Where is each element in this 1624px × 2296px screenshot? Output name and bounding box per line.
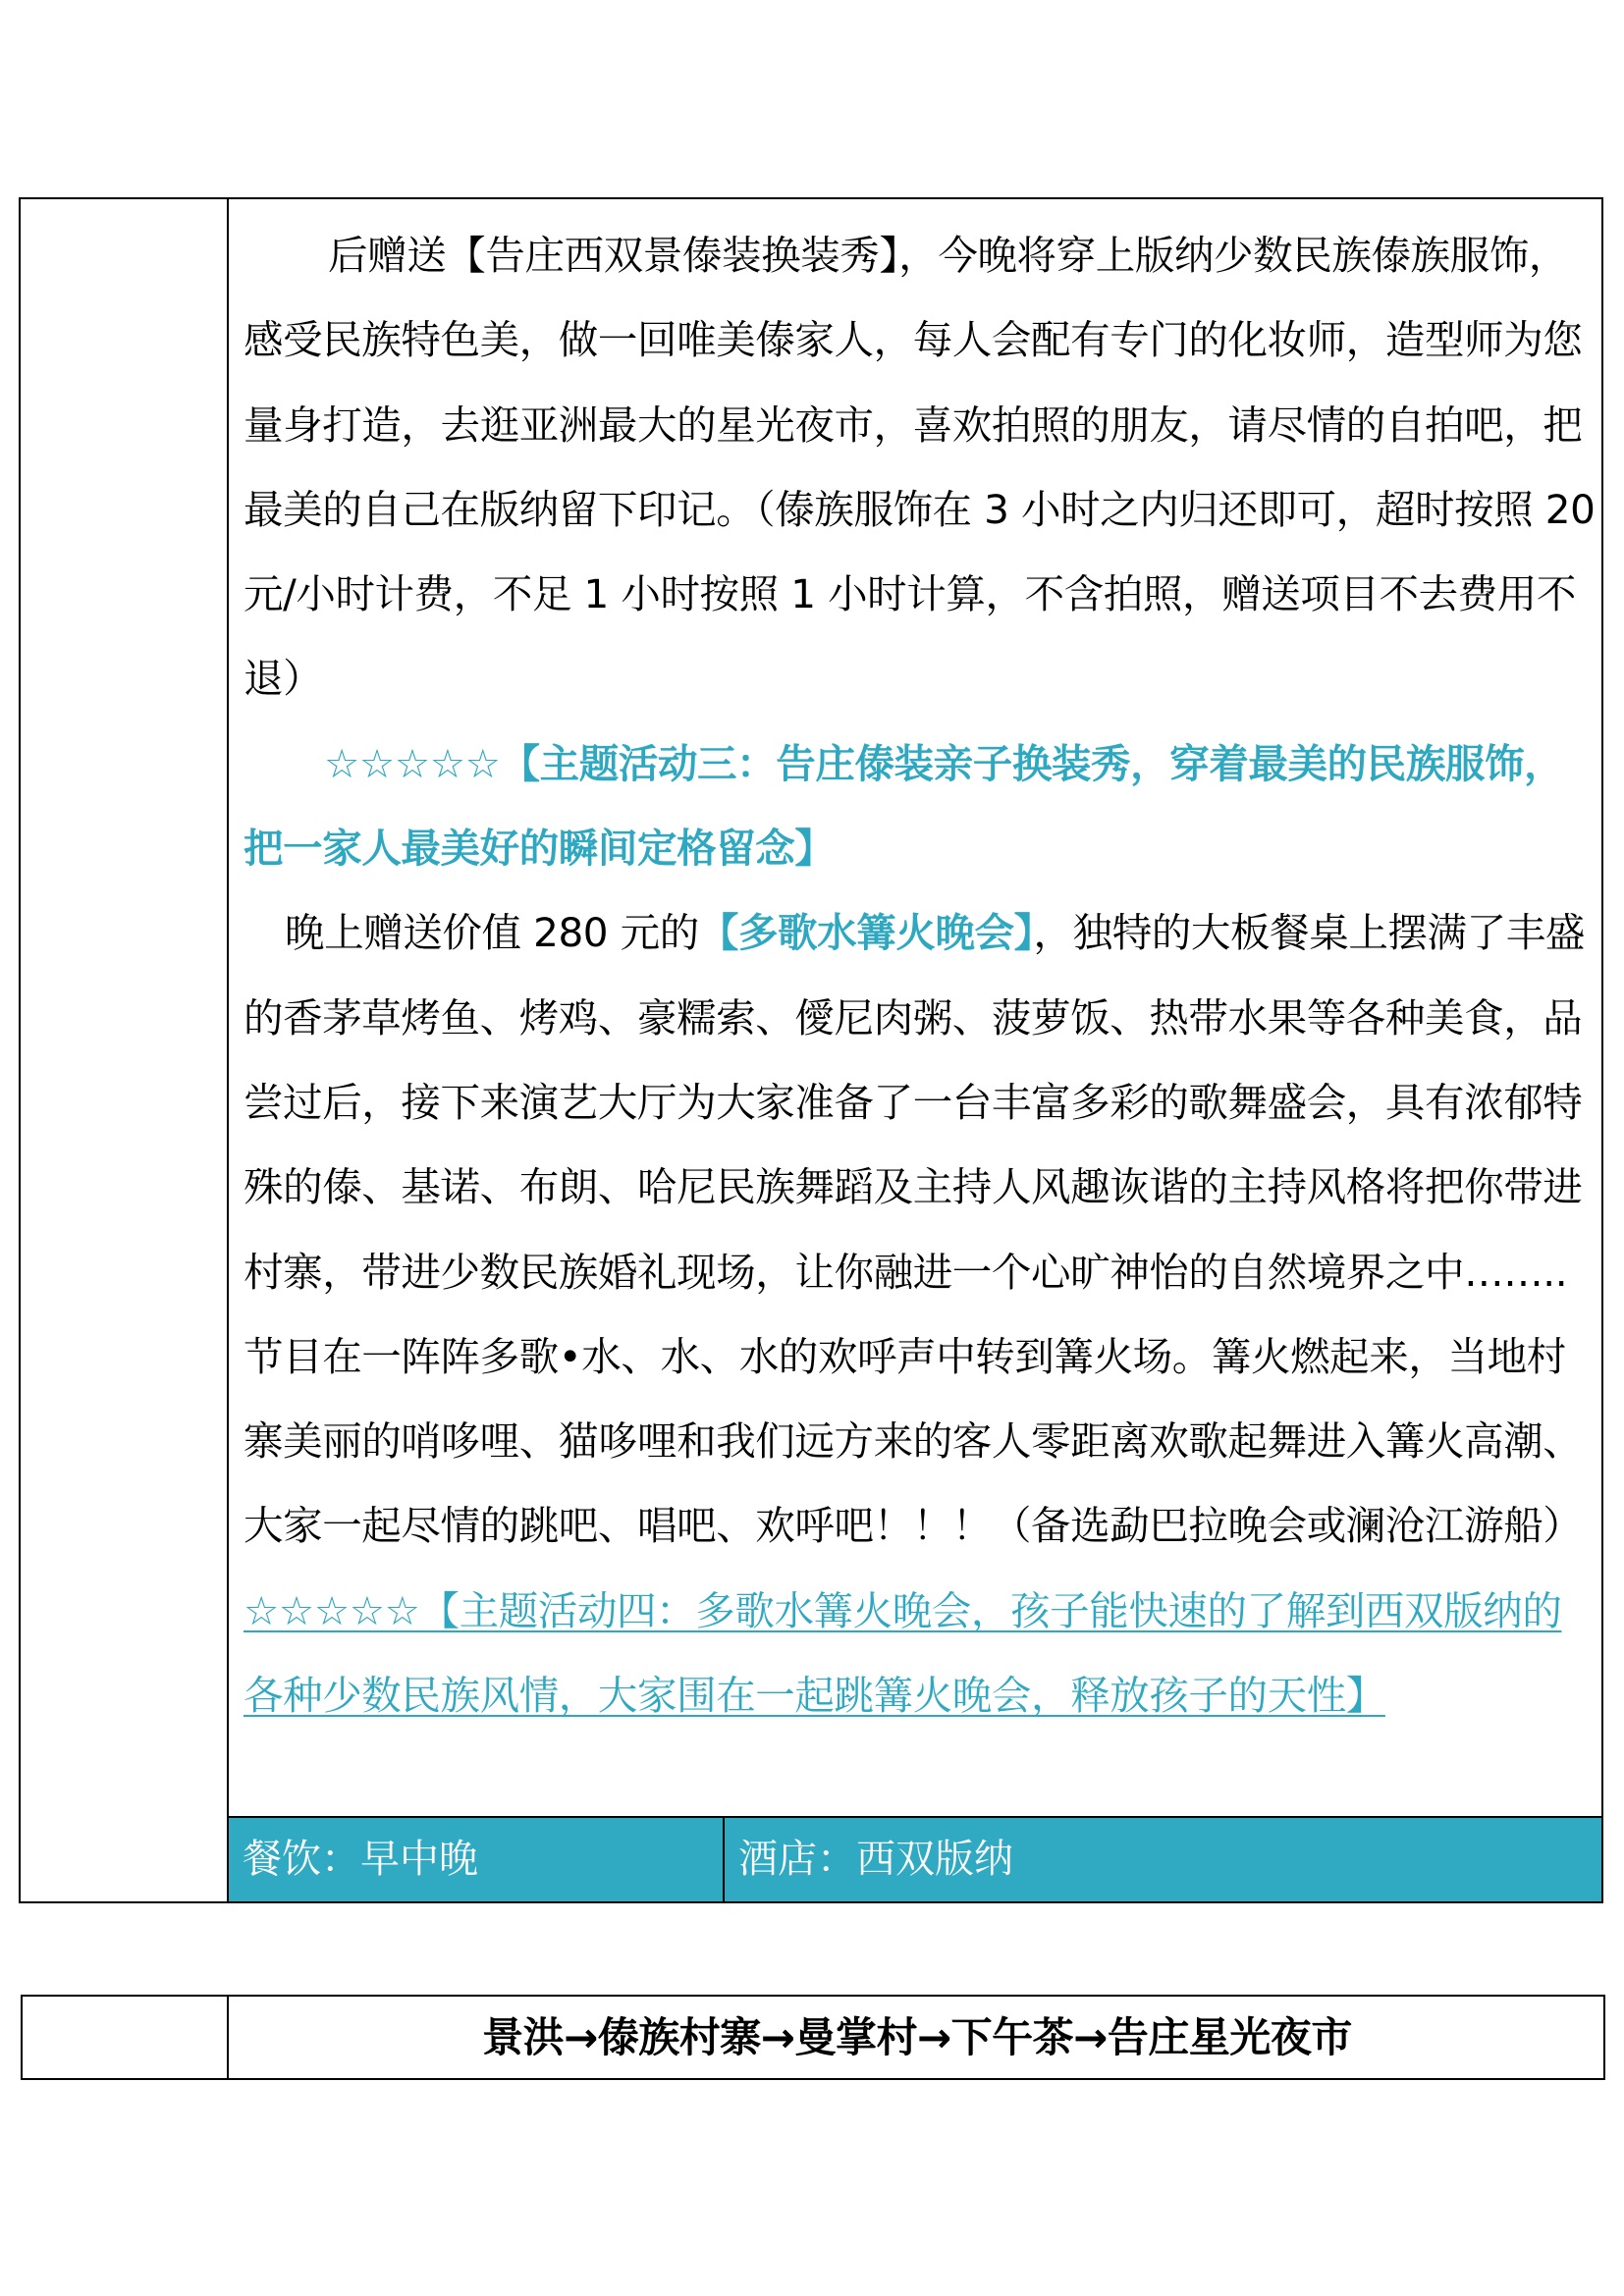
theme-activity-text: ☆☆☆☆☆【主题活动四：多歌水篝火晚会，孩子能快速的了解到西双版纳的各种少数民族风情，大家围在一起跳篝火晚会，释放孩子的天性】 (244, 1586, 1562, 1720)
itinerary-content (244, 213, 1600, 1737)
hotel-cell: 酒店：西双版纳 (738, 1837, 1013, 1882)
day-label-cell (21, 199, 229, 1901)
theme-activity-four (244, 1569, 1600, 1738)
paragraph-text: 后赠送【告庄西双景傣装换装秀】，今晚将穿上版纳少数民族傣族服饰，感受民族特色美，做一回唯美傣家人，每人会配有专门的化妆师，造型师为您量身打造，去逛亚洲最大的星光夜市，喜欢拍照的朋友，请尽情的自拍吧，把最美的自己在版纳留下印记。（傣族服饰在 3 小时之内归还即可，超时按照 20 元/小时计费，不足 1 小时按照 1 小时计算，不含拍照，赠送项目不去费用不退） (244, 232, 1596, 703)
bonfire-party-highlight: 【多歌水篝火晚会】 (698, 909, 1034, 957)
itinerary-day-table (19, 197, 1603, 1903)
paragraph-bonfire-party (244, 890, 1600, 1568)
route-title: 景洪→傣族村寨→曼掌村→下午茶→告庄星光夜市 (482, 2013, 1352, 2061)
paragraph-text: ，独特的大板餐桌上摆满了丰盛的香茅草烤鱼、烤鸡、豪糯索、僾尼肉粥、菠萝饭、热带水果等各种美食，品尝过后，接下来演艺大厅为大家准备了一台丰富多彩的歌舞盛会，具有浓郁特殊的傣、基诺、布朗、哈尼民族舞蹈及主持人风趣诙谐的主持风格将把你带进村寨，带进少数民族婚礼现场，让你融进一个心旷神怡的自然境界之中……..节目在一阵阵多歌•水、水、水的欢呼声中转到篝火场。篝火燃起来，当地村寨美丽的哨哆哩、猫哆哩和我们远方来的客人零距离欢歌起舞进入篝火高潮、大家一起尽情的跳吧、唱吧、欢呼吧！！！（备选勐巴拉晚会或澜沧江游船） (244, 909, 1585, 1550)
paragraph-text: 晚上赠送价值 280 元的 (285, 909, 699, 957)
next-day-table (21, 1995, 1605, 2080)
theme-activity-text: ☆☆☆☆☆【主题活动三：告庄傣装亲子换装秀，穿着最美的民族服饰，把一家人最美好的瞬间定格留念】 (244, 739, 1564, 873)
paragraph-costume-show (244, 213, 1600, 721)
day-label-cell (23, 1997, 229, 2078)
meal-hotel-bar (229, 1816, 1601, 1901)
meals-cell: 餐饮：早中晚 (229, 1818, 725, 1901)
theme-activity-three (244, 721, 1600, 891)
